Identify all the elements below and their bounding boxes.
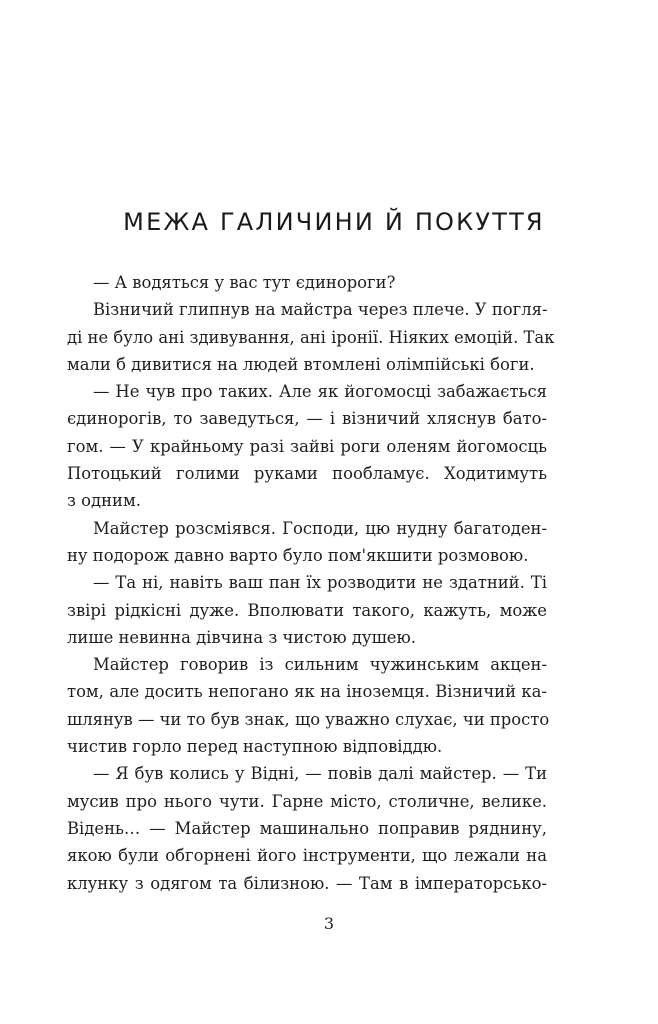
text-line: Майстер говорив із сильним чужинським акцен- — [93, 655, 547, 675]
text-line: том, але досить непогано як на іноземця. Візничий ка- — [67, 682, 547, 702]
text-line: чистив горло перед наступною відповіддю. — [67, 737, 443, 757]
text-line: гом. — У крайньому разі зайві роги оленям йогомосць — [67, 436, 547, 456]
text-line: клунку з одягом та білизною. — Там в імператорсько- — [67, 873, 547, 893]
body-text — [67, 269, 555, 897]
text-line: Візничий глипнув на майстра через плече. У погля- — [93, 300, 548, 320]
text-line: мусив про нього чути. Гарне місто, столичне, велике. — [67, 791, 547, 811]
text-line: — А водяться у вас тут єдинороги? — [93, 273, 396, 292]
text-line: — Не чув про таких. Але як йогомосці забажається — [93, 382, 547, 402]
text-line: Майстер розсміявся. Господи, цю нудну багатоден- — [93, 518, 547, 538]
text-line: Потоцький голими руками пообламує. Ходитимуть — [67, 464, 547, 484]
text-line: ді не було ані здивування, ані іронії. Ніяких емоцій. Так — [67, 327, 555, 347]
text-line: якою були обгорнені його інструменти, що лежали на — [67, 846, 547, 866]
text-line: мали б дивитися на людей втомлені олімпійські боги. — [67, 354, 535, 374]
text-line: Відень… — Майстер машинально поправив ряднину, — [67, 818, 547, 838]
text-line: звірі рідкісні дуже. Вполювати такого, кажуть, може — [67, 600, 547, 620]
text-line: шлянув — чи то був знак, що уважно слухає, чи просто — [67, 709, 550, 729]
page-number: 3 — [323, 914, 335, 933]
text-line: лише невинна дівчина з чистою душею. — [67, 627, 416, 647]
text-line: з одним. — [67, 491, 141, 511]
chapter-title: МЕЖА ГАЛИЧИНИ Й ПОКУТТЯ — [123, 208, 545, 236]
text-line: — Я був колись у Відні, — повів далі майстер. — Ти — [93, 764, 547, 784]
text-line: ну подорож давно варто було пом'якшити розмовою. — [67, 545, 529, 565]
text-line: — Та ні, навіть ваш пан їх розводити не здатний. Ті — [93, 573, 547, 593]
text-line: єдинорогів, то заведуться, — і візничий хляснув бато- — [67, 409, 547, 429]
